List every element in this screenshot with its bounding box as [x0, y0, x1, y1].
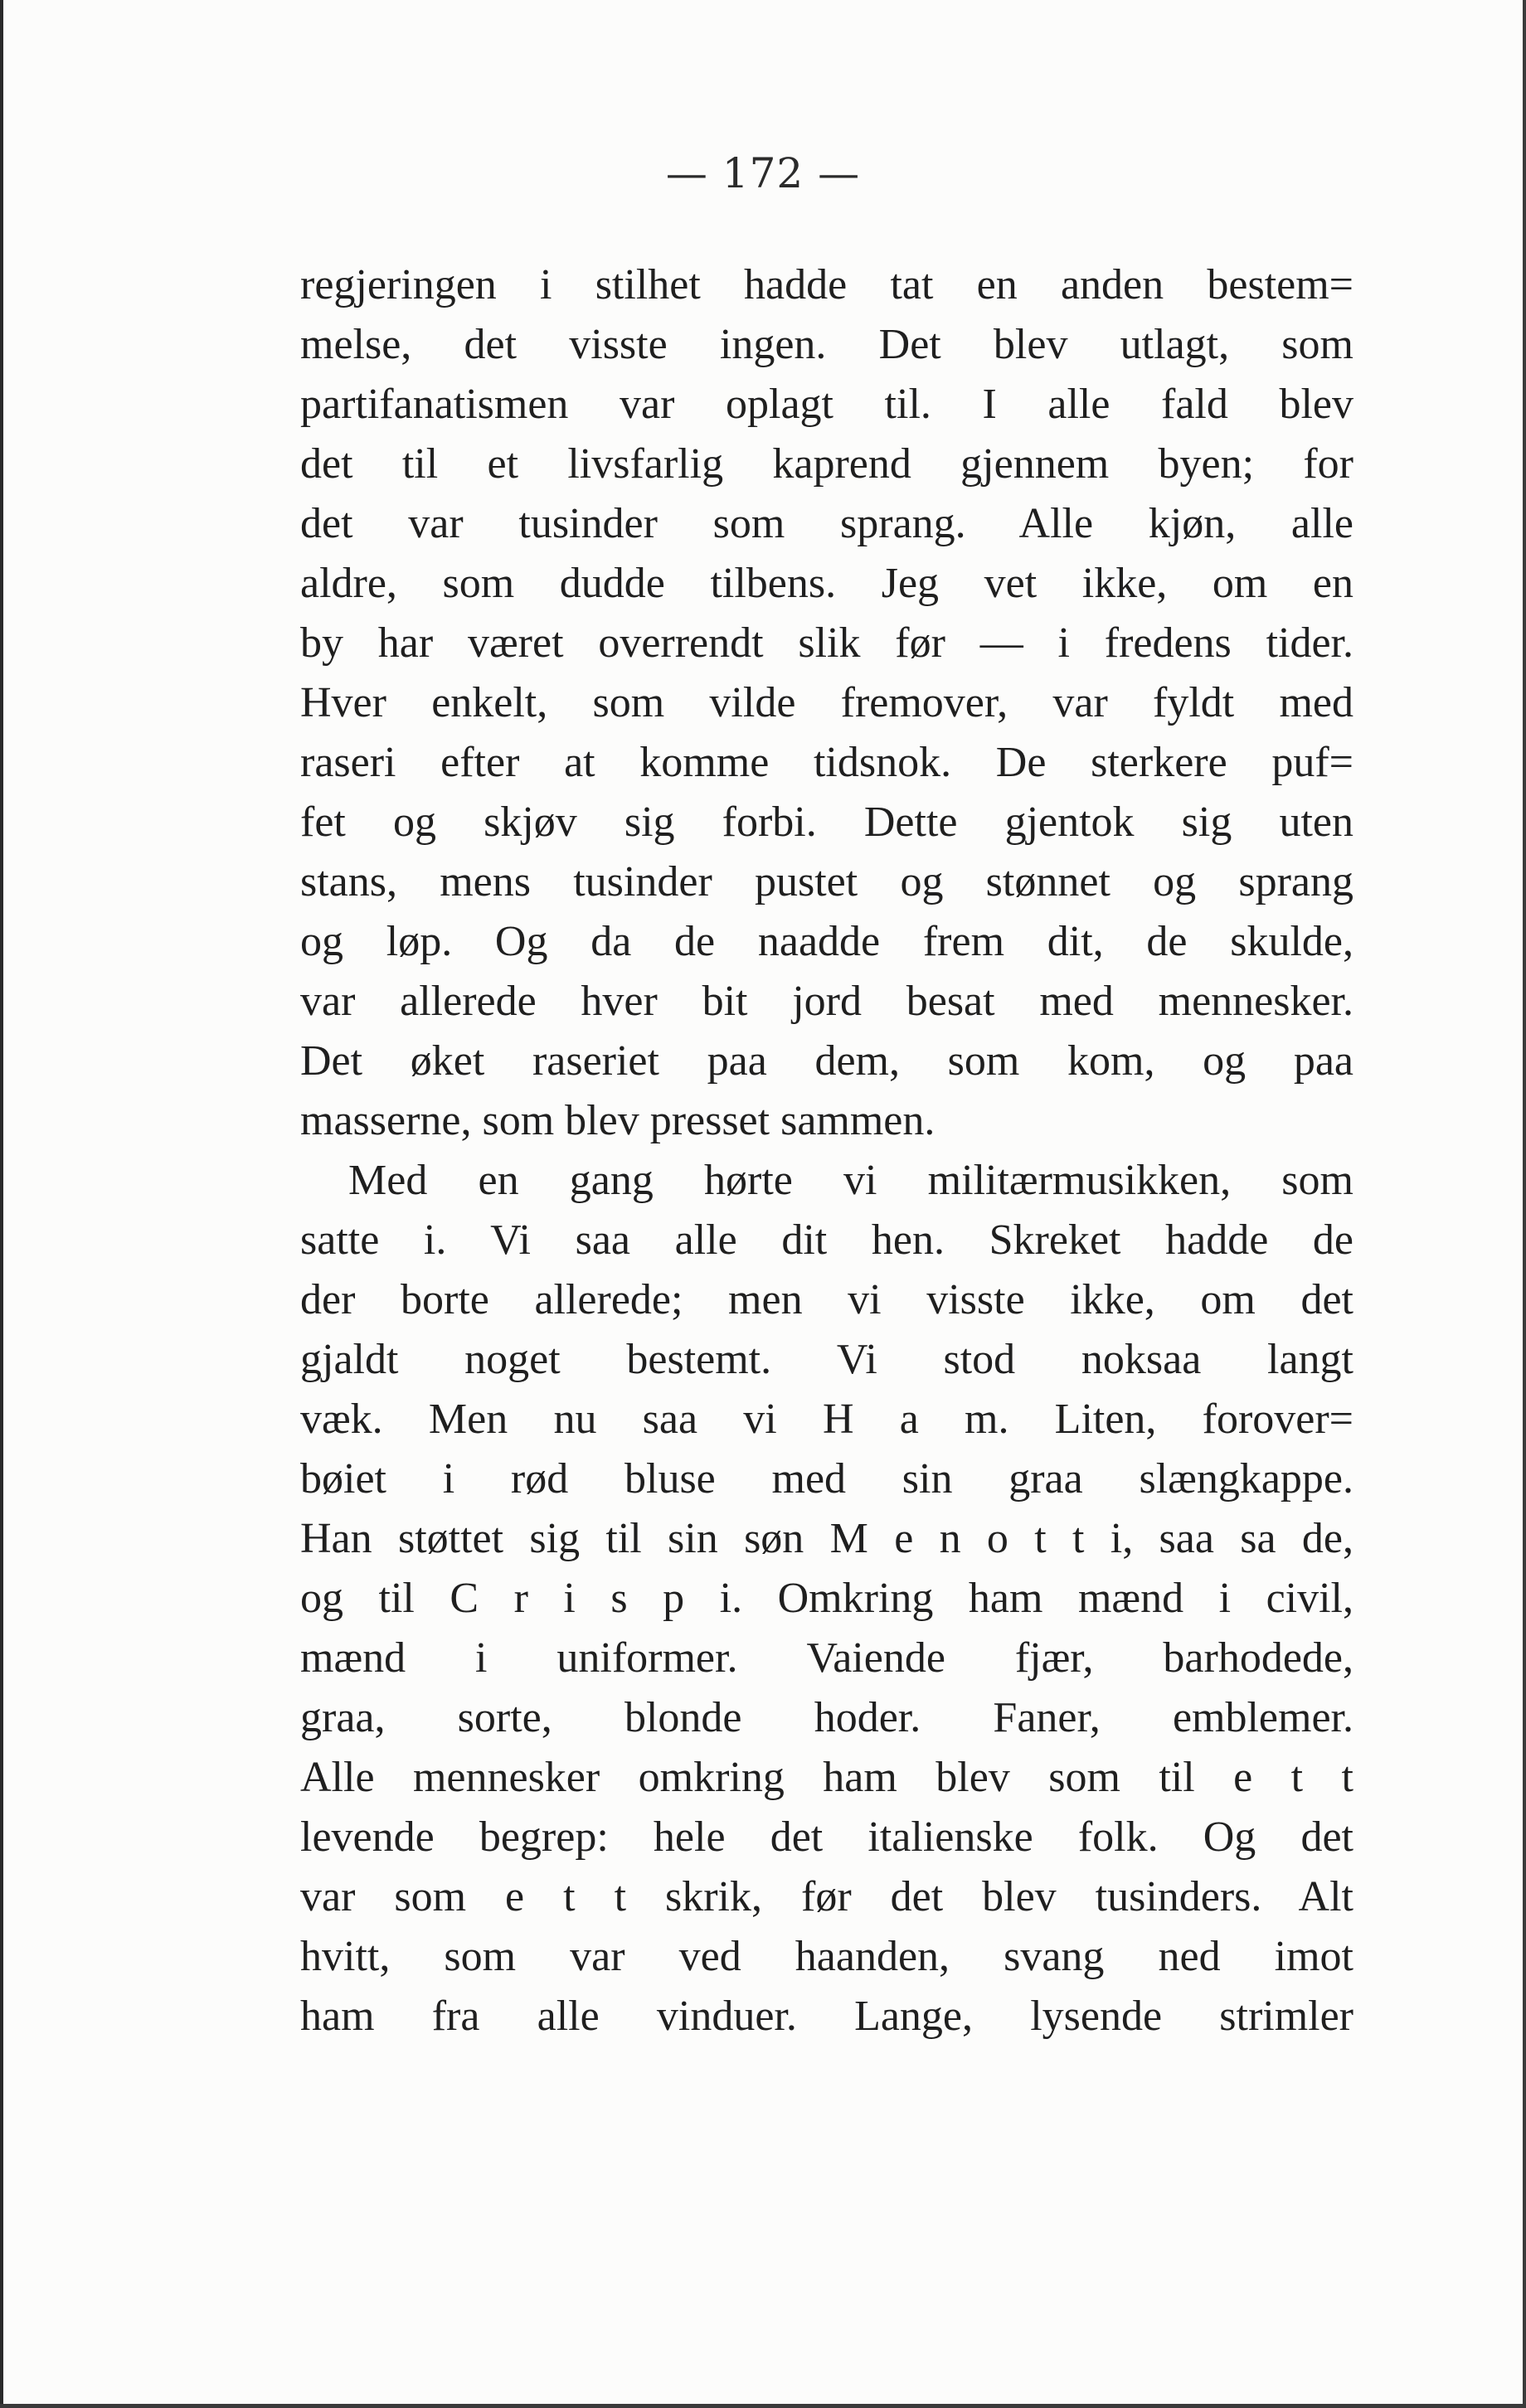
text-line: melse, det visste ingen. Det blev utlagt, som — [300, 321, 1353, 368]
text-line: og løp. Og da de naadde frem dit, de skulde, — [300, 918, 1353, 965]
text-line: masserne, som blev presset sammen. — [300, 1097, 936, 1144]
text-line: var som e t t skrik, før det blev tusinders. Alt — [300, 1873, 1353, 1920]
text-line: det var tusinder som sprang. Alle kjøn, alle — [300, 500, 1353, 547]
text-line: aldre, som dudde tilbens. Jeg vet ikke, om en — [300, 560, 1353, 607]
text-line: væk. Men nu saa vi H a m. Liten, forover= — [300, 1396, 1353, 1443]
text-line: gjaldt noget bestemt. Vi stod noksaa langt — [300, 1336, 1353, 1383]
text-line: det til et livsfarlig kaprend gjennem byen; for — [300, 440, 1353, 488]
text-line: mænd i uniformer. Vaiende fjær, barhodede, — [300, 1634, 1353, 1682]
text-line: Med en gang hørte vi militærmusikken, som — [348, 1157, 1353, 1204]
text-line: og til C r i s p i. Omkring ham mænd i civil, — [300, 1575, 1353, 1622]
text-line: bøiet i rød bluse med sin graa slængkappe. — [300, 1455, 1353, 1503]
text-line: satte i. Vi saa alle dit hen. Skreket hadde de — [300, 1216, 1353, 1264]
text-line: Hver enkelt, som vilde fremover, var fyldt med — [300, 679, 1353, 726]
scan-edge-left — [0, 0, 3, 2408]
text-line: der borte allerede; men vi visste ikke, om det — [300, 1276, 1353, 1323]
text-line: by har været overrendt slik før — i fredens tider. — [300, 619, 1353, 667]
page-number: — 172 — — [665, 149, 861, 197]
text-line: Alle mennesker omkring ham blev som til e t t — [300, 1754, 1353, 1801]
text-line: Han støttet sig til sin søn M e n o t t i, saa sa de, — [300, 1515, 1353, 1562]
scan-edge-bottom — [0, 2404, 1526, 2408]
text-line: fet og skjøv sig forbi. Dette gjentok sig uten — [300, 799, 1353, 846]
text-line: partifanatismen var oplagt til. I alle fald blev — [300, 381, 1353, 428]
body-text — [300, 255, 1353, 2046]
text-line: graa, sorte, blonde hoder. Faner, emblemer. — [300, 1694, 1353, 1741]
text-line: levende begrep: hele det italienske folk. Og det — [300, 1813, 1353, 1861]
text-line: var allerede hver bit jord besat med mennesker. — [300, 978, 1353, 1025]
text-line: raseri efter at komme tidsnok. De sterkere puf= — [300, 739, 1353, 786]
scan-edge-right — [1523, 0, 1526, 2408]
text-line: hvitt, som var ved haanden, svang ned imot — [300, 1933, 1353, 1980]
text-line: ham fra alle vinduer. Lange, lysende strimler — [300, 1993, 1353, 2040]
text-line: stans, mens tusinder pustet og stønnet og sprang — [300, 858, 1353, 905]
text-line: Det øket raseriet paa dem, som kom, og paa — [300, 1037, 1353, 1085]
text-line: regjeringen i stilhet hadde tat en anden bestem= — [300, 261, 1353, 308]
